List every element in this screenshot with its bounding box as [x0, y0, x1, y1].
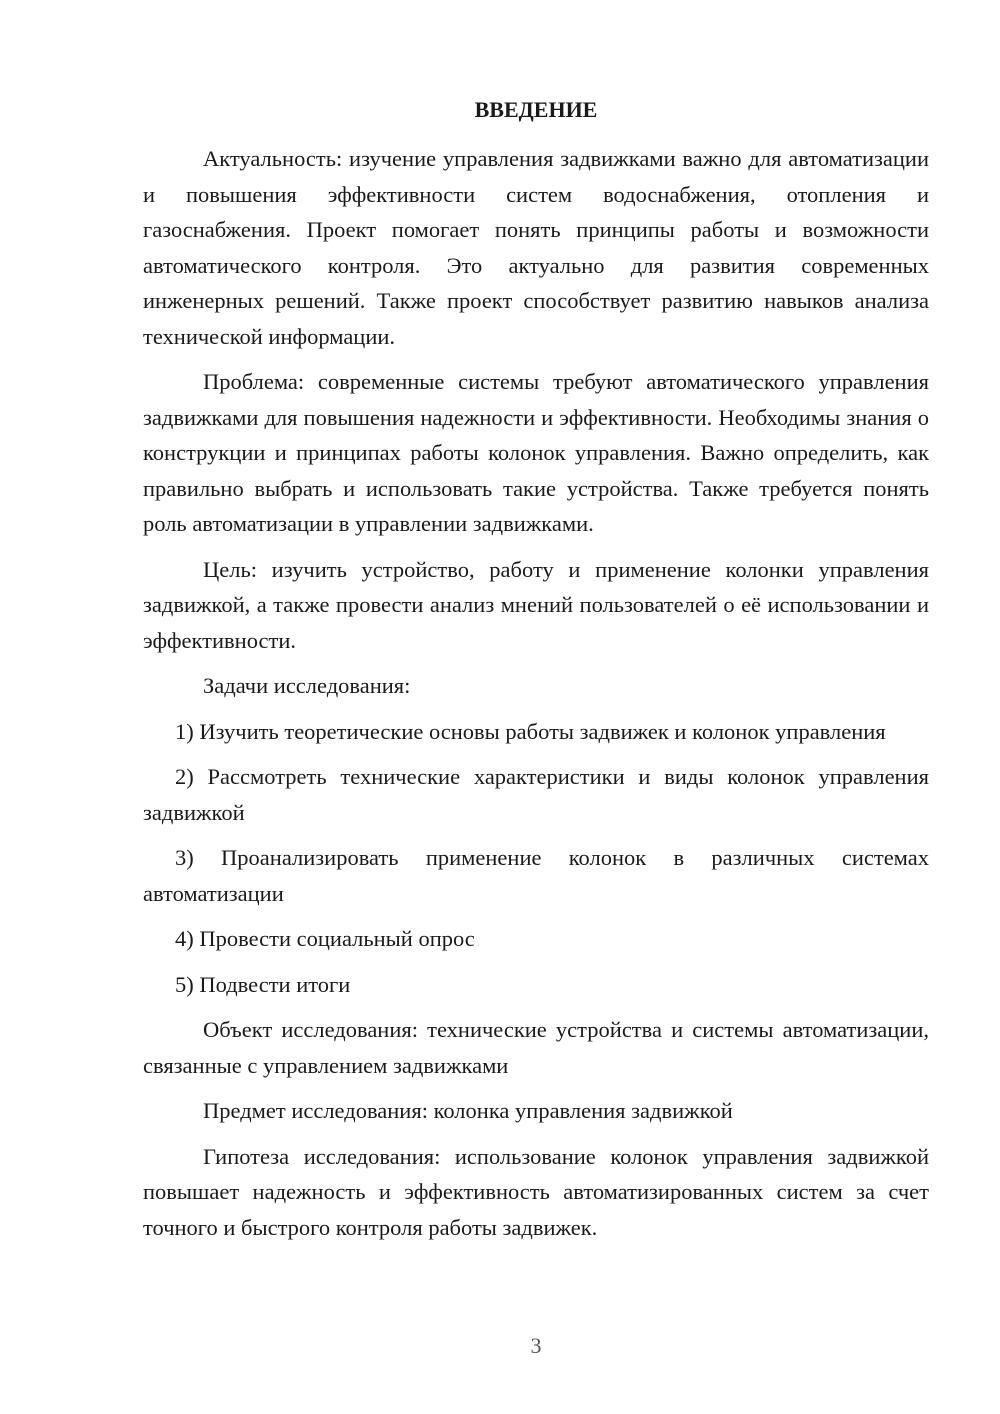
- task-item-5: 5) Подвести итоги: [175, 971, 351, 997]
- document-page: [143, 92, 929, 1255]
- object-paragraph: Объект исследования: технические устройства и системы автоматизации, связанные с управлением задвижками: [143, 1017, 929, 1078]
- hypothesis-paragraph: Гипотеза исследования: использование колонок управления задвижкой повышает надежность и эффективность автоматизированных систем за счет точного и быстрого контроля работы задвижек.: [143, 1143, 929, 1240]
- task-item-3: 3) Проанализировать применение колонок в различных системах автоматизации: [143, 845, 929, 906]
- tasks-heading: Задачи исследования:: [203, 673, 411, 698]
- task-item-2: 2) Рассмотреть технические характеристики и виды колонок управления задвижкой: [143, 764, 929, 825]
- problem-paragraph: Проблема: современные системы требуют автоматического управления задвижками для повышения надежности и эффективности. Необходимы знания о конструкции и принципах работы колонок управления. Важно определить, как правильно выбрать и использовать такие устройства. Также требуется понять роль автоматизации в управлении задвижками.: [143, 369, 929, 536]
- page-number: 3: [530, 1333, 542, 1358]
- relevance-paragraph: Актуальность: изучение управления задвижками важно для автоматизации и повышения эффективности систем водоснабжения, отопления и газоснабжения. Проект помогает понять принципы работы и возможности автоматического контроля. Это актуально для развития современных инженерных решений. Также проект способствует развитию навыков анализа технической информации.: [143, 146, 929, 349]
- section-title: ВВЕДЕНИЕ: [474, 97, 598, 122]
- task-item-1: 1) Изучить теоретические основы работы задвижек и колонок управления: [175, 718, 886, 744]
- subject-paragraph: Предмет исследования: колонка управления задвижкой: [203, 1098, 733, 1123]
- task-item-4: 4) Провести социальный опрос: [175, 926, 475, 951]
- goal-paragraph: Цель: изучить устройство, работу и применение колонки управления задвижкой, а также провести анализ мнений пользователей о её использовании и эффективности.: [143, 556, 929, 653]
